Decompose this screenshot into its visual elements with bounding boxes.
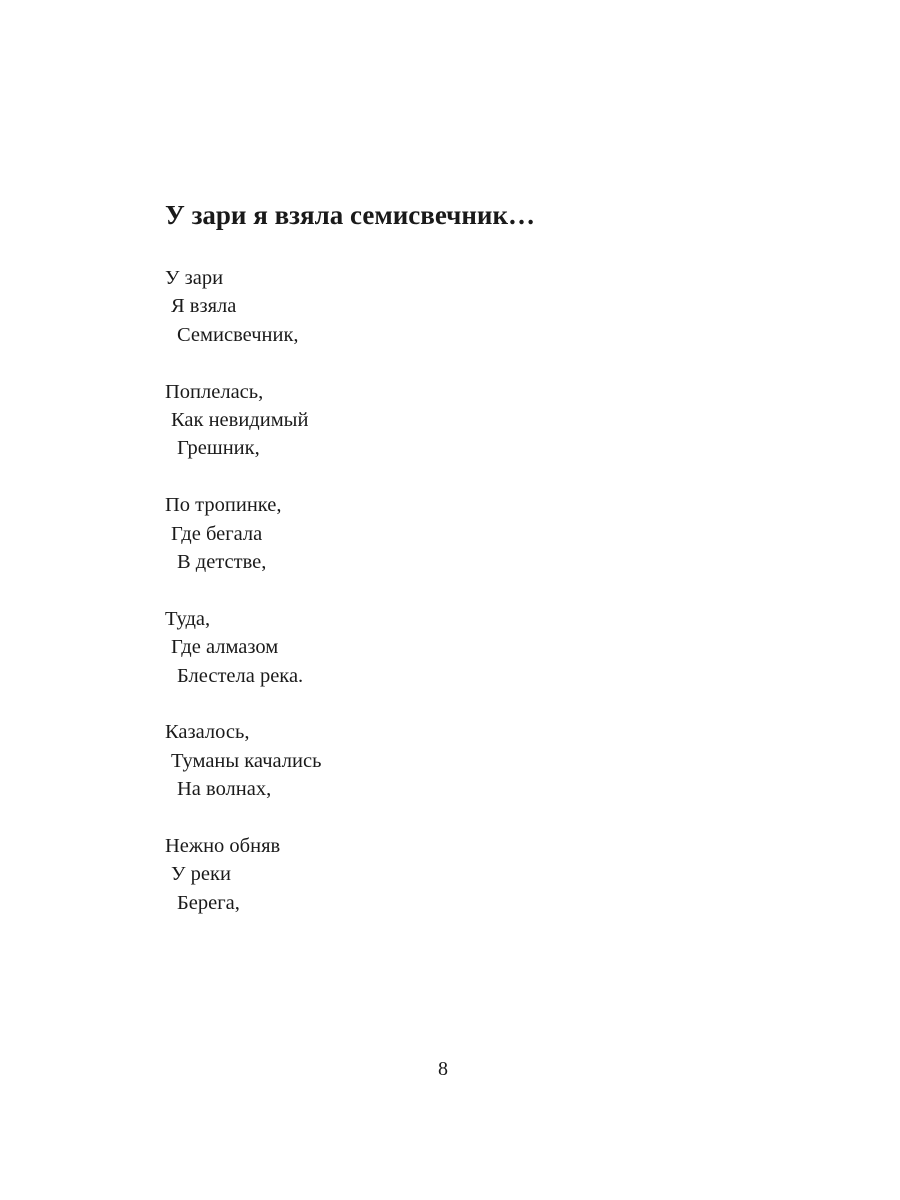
- poem-line: Туманы качались: [171, 749, 322, 772]
- poem-line: Туда,: [165, 607, 211, 630]
- poem-line: Как невидимый: [171, 409, 309, 432]
- stanza: [165, 605, 321, 690]
- poem-line: По тропинке,: [165, 494, 282, 517]
- poem-line: В детстве,: [177, 551, 267, 574]
- poem-line: Блестела река.: [177, 664, 304, 687]
- poem-line: Где алмазом: [171, 636, 279, 659]
- page-number: 8: [438, 1058, 448, 1080]
- poem-body: [165, 264, 321, 946]
- stanza: [165, 264, 321, 349]
- poem-line: Я взяла: [171, 295, 237, 318]
- poem-line: Берега,: [177, 891, 240, 914]
- poem-line: У зари: [165, 267, 224, 289]
- poem-line: У реки: [171, 863, 231, 886]
- stanza: [165, 378, 321, 463]
- poem-line: Где бегала: [171, 522, 263, 545]
- poem-line: Семисвечник,: [177, 323, 299, 346]
- poem-line: Грешник,: [177, 437, 260, 460]
- poem-line: Нежно обняв: [165, 835, 281, 858]
- stanza: [165, 718, 321, 803]
- poem-title: У зари я взяла семисвечник…: [165, 200, 536, 230]
- poem-line: На волнах,: [177, 778, 272, 801]
- stanza: [165, 832, 321, 917]
- poem-line: Казалось,: [165, 721, 250, 744]
- poem-line: Поплелась,: [165, 380, 264, 403]
- stanza: [165, 491, 321, 576]
